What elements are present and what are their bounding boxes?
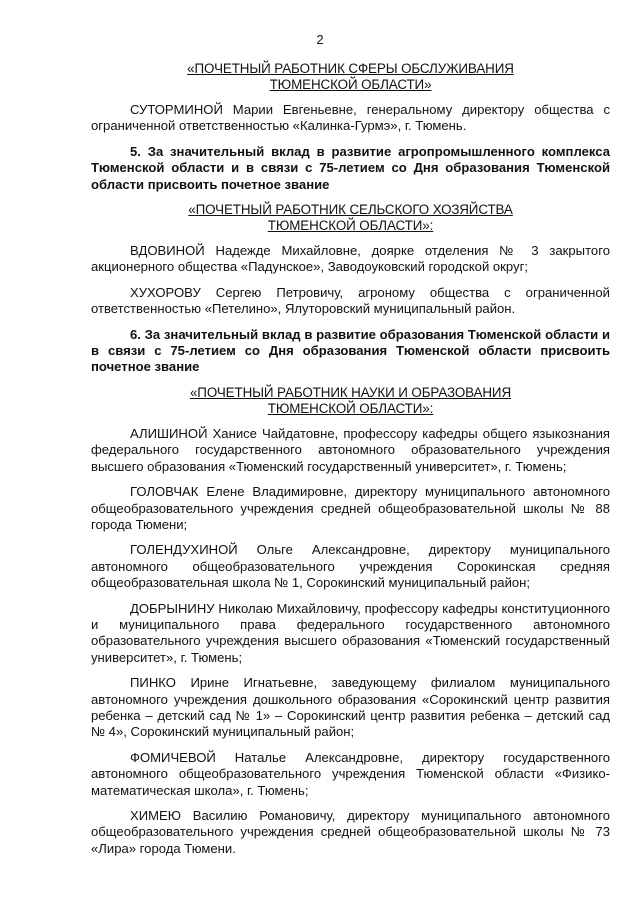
resolution-heading: 6. За значительный вклад в развитие образования Тюменской области и в связи с 75-летием со Дня образования Тюменской области присвоить почетное звание — [91, 326, 610, 375]
award-entry: ХУХОРОВУ Сергею Петровичу, агроному общества с ограниченной ответственностью «Петелино», Ялуторовский муниципальный район. — [91, 284, 610, 317]
award-entry: ФОМИЧЕВОЙ Наталье Александровне, директору государственного автономного общеобразовательного учреждения Тюменской области «Физико-математическая школа», г. Тюмень; — [91, 749, 610, 798]
award-entry: ГОЛОВЧАК Елене Владимировне, директору муниципального автономного общеобразовательного учреждения средней общеобразовательной школы № 88 города Тюмени; — [91, 484, 610, 532]
award-title-line2: ТЮМЕНСКОЙ ОБЛАСТИ» — [269, 77, 432, 92]
award-entry: СУТОРМИНОЙ Марии Евгеньевне, генеральному директору общества с ограниченной ответственностью «Калинка-Гурмэ», г. Тюмень. — [91, 102, 610, 134]
award-title-line2: ТЮМЕНСКОЙ ОБЛАСТИ»: — [267, 400, 434, 416]
award-title-line1: «ПОЧЕТНЫЙ РАБОТНИК НАУКИ И ОБРАЗОВАНИЯ — [189, 384, 512, 400]
award-title-line1: «ПОЧЕТНЫЙ РАБОТНИК СЕЛЬСКОГО ХОЗЯЙСТВА — [188, 202, 513, 218]
award-title-line2: ТЮМЕНСКОЙ ОБЛАСТИ»: — [267, 218, 434, 234]
award-entry: АЛИШИНОЙ Ханисе Чайдатовне, профессору кафедры общего языкознания федерального государственного автономного образовательного учреждения высшего образования «Тюменский государственный университет», г. Тюмень; — [91, 425, 610, 474]
award-entry: ГОЛЕНДУХИНОЙ Ольге Александровне, директору муниципального автономного общеобразовательного учреждения Сорокинская средняя общеобразовательная школа № 1, Сорокинский муниципальный район; — [91, 542, 610, 591]
document-body — [91, 61, 610, 857]
page-number: 2 — [316, 32, 324, 47]
award-entry: ХИМЕЮ Василию Романовичу, директору муниципального автономного общеобразовательного учреждения средней общеобразовательной школы № 73 «Лира» города Тюмени. — [91, 808, 610, 856]
resolution-heading: 5. За значительный вклад в развитие агропромышленного комплекса Тюменской области и в связи с 75-летием со Дня образования Тюменской области присвоить почетное звание — [91, 143, 610, 192]
award-entry: ПИНКО Ирине Игнатьевне, заведующему филиалом муниципального автономного учреждения дошкольного образования «Сорокинский центр развития ребенка – детский сад № 1» – Сорокинский центр развития ребенка – детский сад № 4», Сорокинский муниципальный район; — [91, 675, 610, 740]
award-title-line1: «ПОЧЕТНЫЙ РАБОТНИК СФЕРЫ ОБСЛУЖИВАНИЯ — [187, 61, 514, 76]
award-entry: ДОБРЫНИНУ Николаю Михайловичу, профессору кафедры конституционного и муниципального права федерального государственного автономного образовательного учреждения высшего образования «Тюменский государственный университет», г. Тюмень; — [91, 600, 610, 665]
award-entry: ВДОВИНОЙ Надежде Михайловне, доярке отделения № 3 закрытого акционерного общества «Падунское», Заводоуковский городской округ; — [91, 243, 610, 275]
